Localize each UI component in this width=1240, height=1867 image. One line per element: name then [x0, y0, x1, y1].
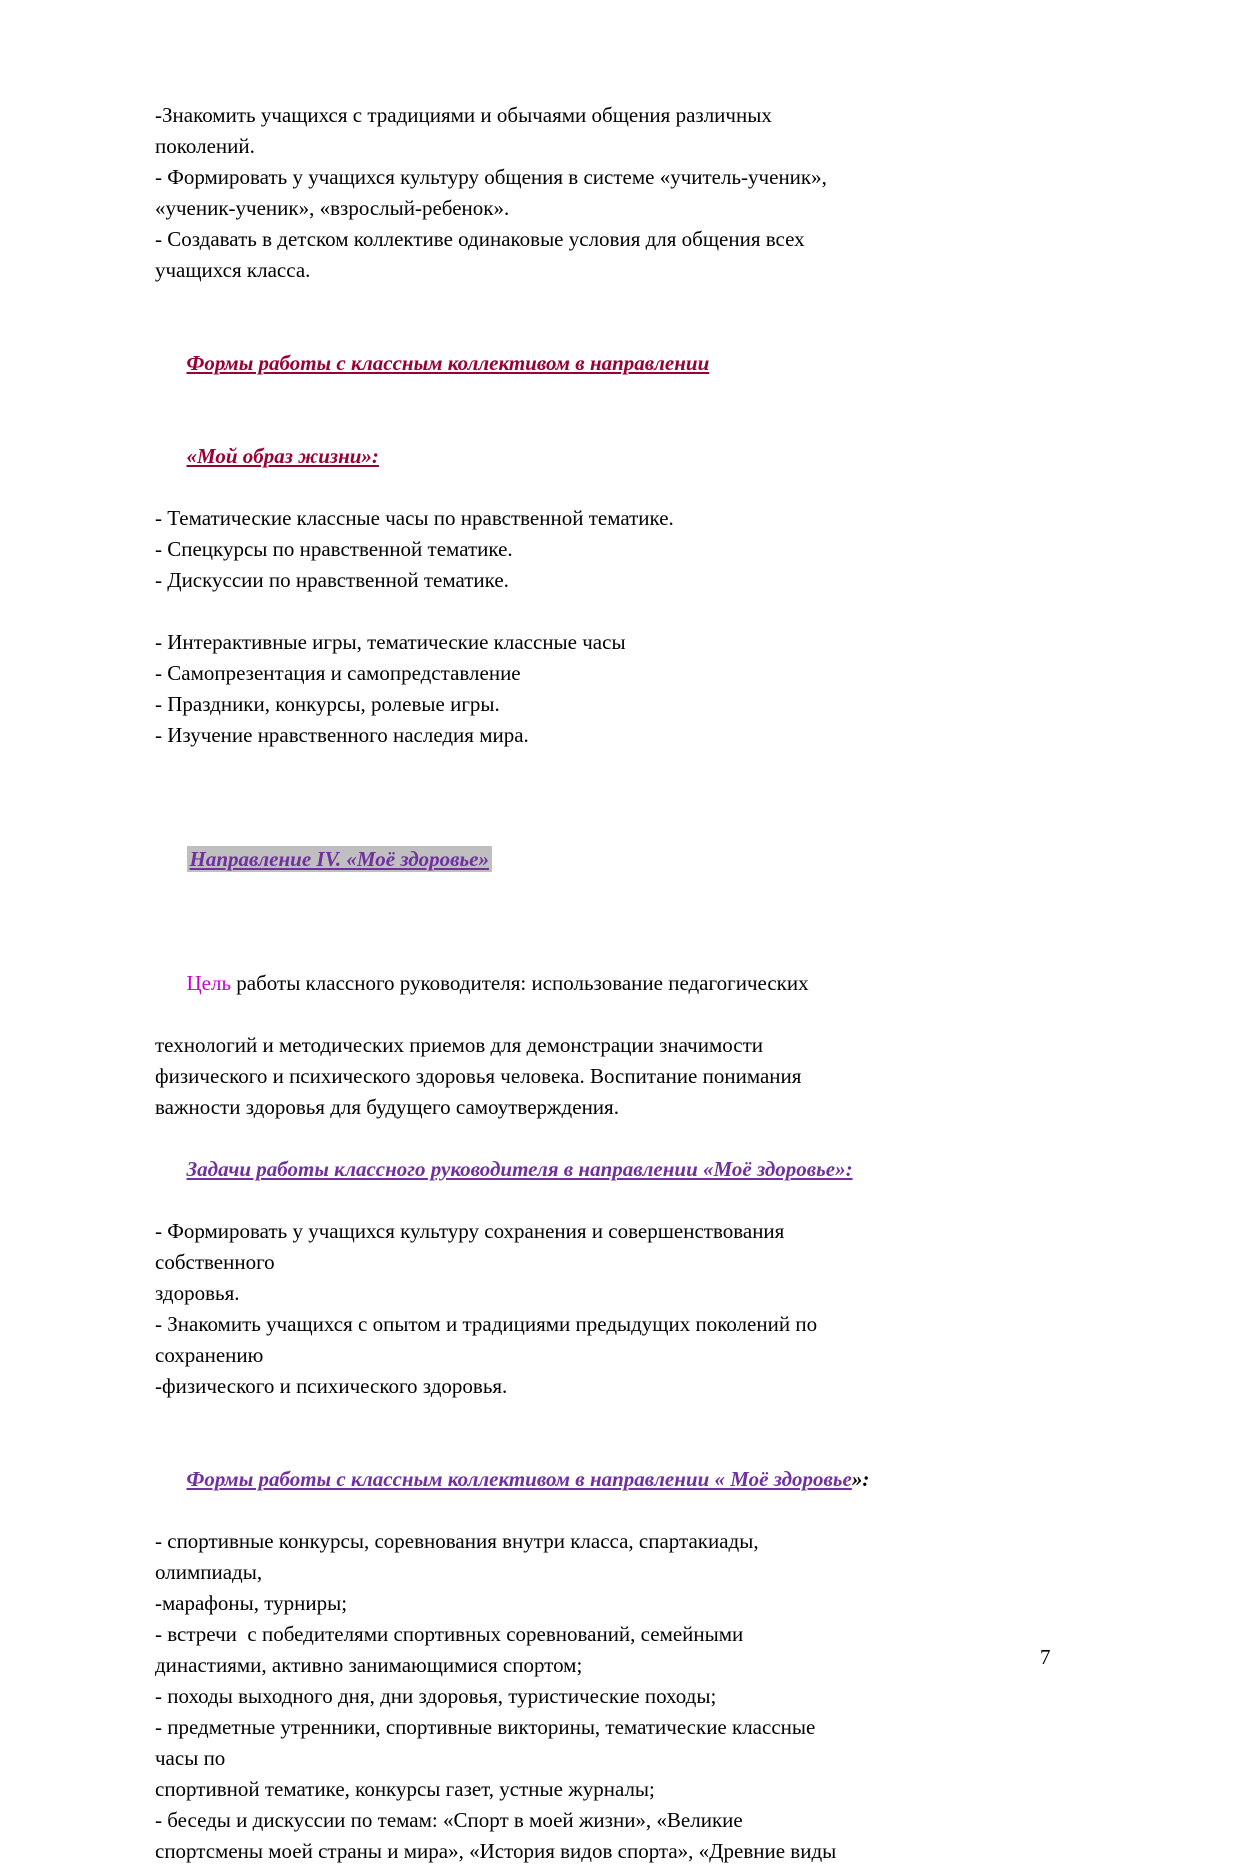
blank-line	[155, 751, 1090, 782]
heading-text-highlighted: Направление IV. «Моё здоровье»	[187, 846, 492, 872]
forms-health-list	[155, 1526, 1090, 1867]
goal-lead-word: Цель	[186, 971, 232, 995]
blank-line	[155, 286, 1090, 317]
document-body	[155, 100, 1090, 1867]
text-line: важности здоровья для будущего самоутверждения.	[155, 1095, 619, 1119]
text-line: поколений.	[155, 134, 255, 158]
text-line: - Знакомить учащихся с опытом и традициями предыдущих поколений по	[155, 1312, 818, 1336]
blank-line	[155, 782, 1090, 813]
text-line: часы по	[155, 1746, 226, 1770]
text-line: собственного	[155, 1250, 275, 1274]
blank-line	[155, 906, 1090, 937]
text-line: физического и психического здоровья человека. Воспитание понимания	[155, 1064, 802, 1088]
text-line: династиями, активно занимающимися спортом;	[155, 1653, 583, 1677]
goal-line1-text: работы классного руководителя: использование педагогических	[231, 971, 809, 995]
heading-direction4	[155, 813, 1090, 906]
tasks-list	[155, 1216, 1090, 1402]
text-line: - Создавать в детском коллективе одинаковые условия для общения всех	[155, 227, 805, 251]
text-line: - Праздники, конкурсы, ролевые игры.	[155, 692, 500, 716]
text-line: - Дискуссии по нравственной тематике.	[155, 568, 509, 592]
text-line: учащихся класса.	[155, 258, 311, 282]
text-line: - Формировать у учащихся культуру общения в системе «учитель-ученик»,	[155, 165, 827, 189]
forms-lifestyle-list-b	[155, 627, 1090, 751]
text-line: - Самопрезентация и самопредставление	[155, 661, 521, 685]
goal-paragraph-rest	[155, 1030, 1090, 1123]
text-line: - Тематические классные часы по нравственной тематике.	[155, 506, 674, 530]
text-line: - спортивные конкурсы, соревнования внутри класса, спартакиады,	[155, 1529, 759, 1553]
text-line: - Изучение нравственного наследия мира.	[155, 723, 529, 747]
blank-line	[155, 596, 1090, 627]
text-line: - предметные утренники, спортивные викторины, тематические классные	[155, 1715, 816, 1739]
heading-forms-lifestyle-line2	[155, 410, 1090, 503]
text-line: технологий и методических приемов для демонстрации значимости	[155, 1033, 763, 1057]
page-number: 7	[1040, 1645, 1051, 1669]
text-line: спортивной тематике, конкурсы газет, устные журналы;	[155, 1777, 655, 1801]
blank-line	[155, 1402, 1090, 1433]
text-line: - беседы и дискуссии по темам: «Спорт в моей жизни», «Великие	[155, 1808, 743, 1832]
text-line: - Формировать у учащихся культуру сохранения и совершенствования	[155, 1219, 785, 1243]
heading-text: «Мой образ жизни»:	[186, 444, 379, 468]
goal-paragraph-line1	[155, 937, 1090, 1030]
text-line: - встречи с победителями спортивных соревнований, семейными	[155, 1622, 744, 1646]
text-line: сохранению	[155, 1343, 264, 1367]
text-line: «ученик-ученик», «взрослый-ребенок».	[155, 196, 510, 220]
text-line: олимпиады,	[155, 1560, 263, 1584]
text-line: -Знакомить учащихся с традициями и обычаями общения различных	[155, 103, 772, 127]
heading-forms-lifestyle-line1	[155, 317, 1090, 410]
text-line: - походы выходного дня, дни здоровья, туристические походы;	[155, 1684, 717, 1708]
text-line: - Спецкурсы по нравственной тематике.	[155, 537, 513, 561]
text-line: спортсмены моей страны и мира», «История видов спорта», «Древние виды	[155, 1839, 837, 1863]
heading-text: Формы работы с классным коллективом в направлении	[186, 351, 710, 375]
heading-text: Задачи работы классного руководителя в направлении «Моё здоровье»:	[186, 1157, 853, 1181]
intro-paragraphs	[155, 100, 1090, 286]
heading-text: Формы работы с классным коллективом в направлении « Моё здоровье	[186, 1467, 852, 1491]
text-line: - Интерактивные игры, тематические классные часы	[155, 630, 626, 654]
heading-tail: »:	[851, 1467, 870, 1491]
forms-lifestyle-list-a	[155, 503, 1090, 596]
heading-tasks	[155, 1123, 1090, 1216]
text-line: -марафоны, турниры;	[155, 1591, 348, 1615]
text-line: здоровья.	[155, 1281, 240, 1305]
text-line: -физического и психического здоровья.	[155, 1374, 508, 1398]
heading-forms-health	[155, 1433, 1090, 1526]
